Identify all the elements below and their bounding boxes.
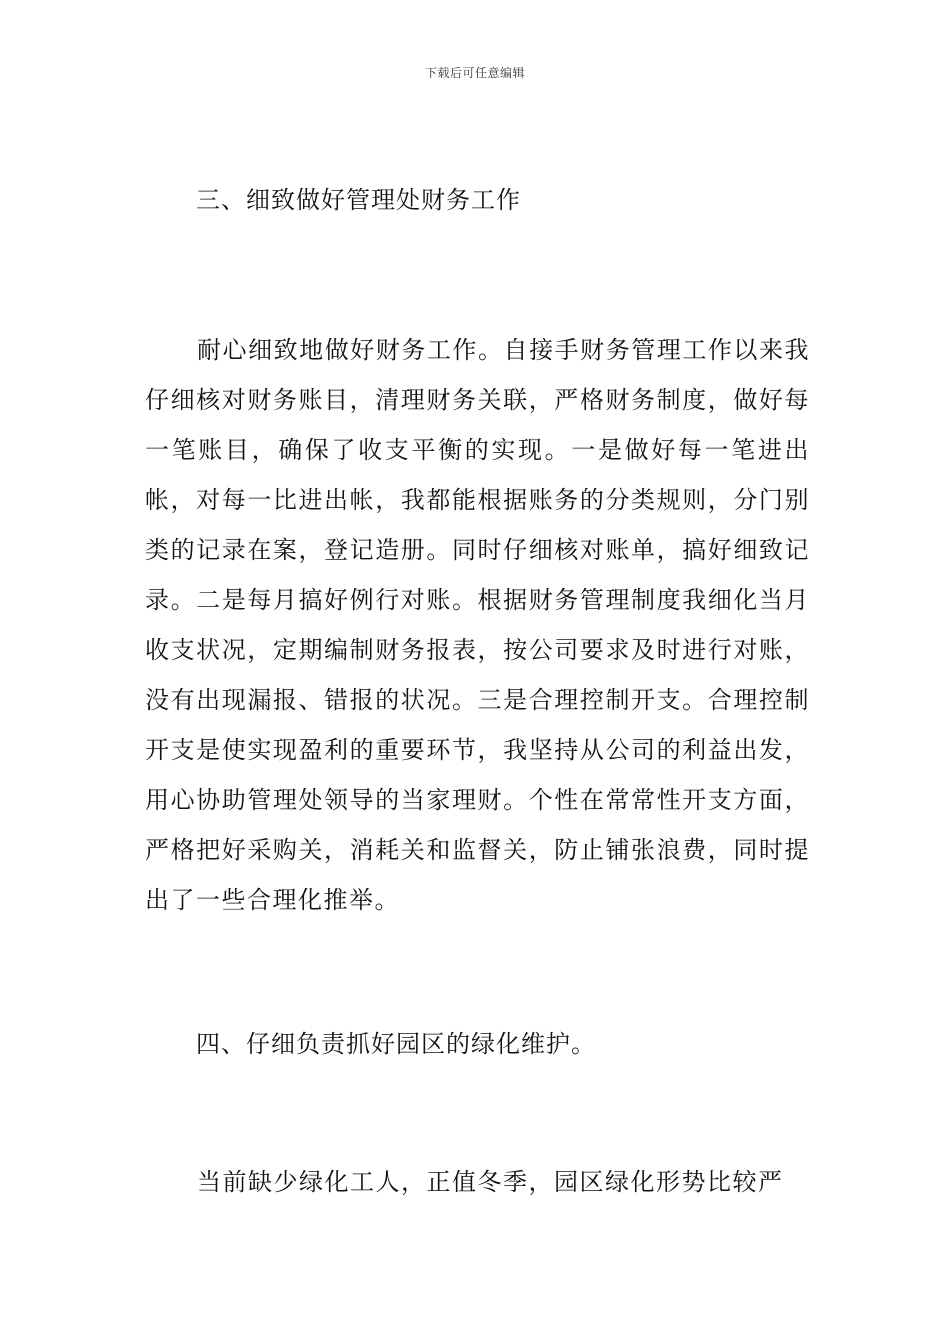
page-header-note: 下载后可任意编辑 <box>424 66 525 80</box>
section-heading-finance: 三、细致做好管理处财务工作 <box>196 186 521 214</box>
section-heading-greening: 四、仔细负责抓好园区的绿化维护。 <box>196 1030 596 1058</box>
finance-paragraph: 耐心细致地做好财务工作。自接手财务管理工作以来我仔细核对财务账目，清理财务关联，严格财务制度，做好每一笔账目，确保了收支平衡的实现。一是做好每一笔进出帐，对每一比进出帐，我都能根据账务的分类规则，分门别类的记录在案，登记造册。同时仔细核对账单，搞好细致记录。二是每月搞好例行对账。根据财务管理制度我细化当月收支状况，定期编制财务报表，按公司要求及时进行对账，没有出现漏报、错报的状况。三是合理控制开支。合理控制开支是使实现盈利的重要环节，我坚持从公司的利益出发，用心协助管理处领导的当家理财。个性在常常性开支方面，严格把好采购关，消耗关和监督关，防止铺张浪费，同时提出了一些合理化推举。 <box>145 336 810 914</box>
greening-paragraph: 当前缺少绿化工人，正值冬季，园区绿化形势比较严 <box>197 1168 784 1196</box>
